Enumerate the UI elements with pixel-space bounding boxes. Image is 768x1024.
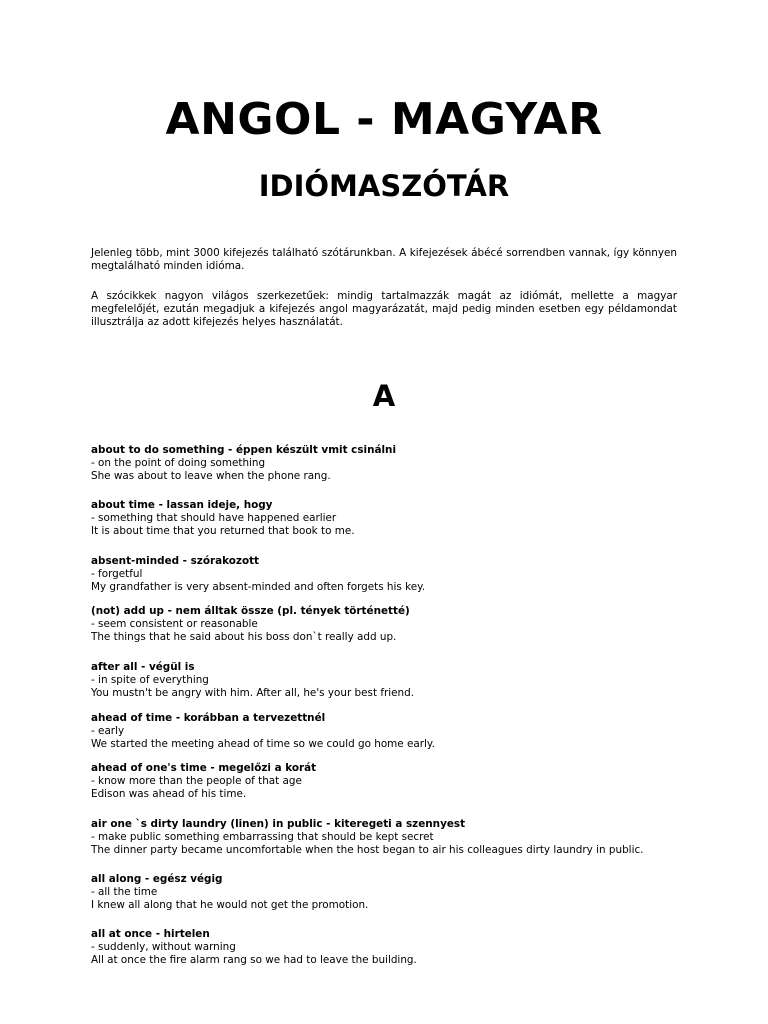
entry-definition: - suddenly, without warning [91, 940, 236, 953]
entry-headword: about to do something - éppen készült vmit csinálni [91, 444, 397, 456]
dictionary-entry [91, 712, 691, 750]
entry-example: The things that he said about his boss don`t really add up. [91, 630, 397, 643]
entry-definition: - forgetful [91, 567, 143, 580]
dictionary-entry [91, 762, 691, 800]
dictionary-entry [91, 661, 691, 699]
dictionary-entry [91, 605, 691, 643]
entry-example: All at once the fire alarm rang so we had to leave the building. [91, 953, 417, 966]
dictionary-entry [91, 873, 691, 911]
entry-definition: - know more than the people of that age [91, 774, 302, 787]
entry-example: We started the meeting ahead of time so we could go home early. [91, 737, 435, 750]
dictionary-entry [91, 444, 691, 482]
entry-example: It is about time that you returned that book to me. [91, 524, 355, 537]
entry-definition: - in spite of everything [91, 673, 209, 686]
intro-paragraph: A szócikkek nagyon világos szerkezetűek: mindig tartalmazzák magát az idiómát, mellette a magyar megfelelőjét, ezután megadjuk a kifejezés angol magyarázatát, majd pedig minden esetben egy példamondat illusztrálja az adott kifejezés helyes használatát. [91, 290, 677, 328]
entry-headword: about time - lassan ideje, hogy [91, 499, 273, 511]
entry-definition: - all the time [91, 885, 158, 898]
page-title: ANGOL - MAGYAR [165, 94, 603, 145]
dictionary-entry [91, 499, 691, 537]
entry-example: My grandfather is very absent-minded and often forgets his key. [91, 580, 426, 593]
entry-headword: absent-minded - szórakozott [91, 555, 260, 567]
entry-example: She was about to leave when the phone rang. [91, 469, 331, 482]
entry-headword: (not) add up - nem álltak össze (pl. tények történetté) [91, 605, 410, 617]
entry-definition: - early [91, 724, 125, 737]
dictionary-entry [91, 928, 691, 966]
page-subtitle: IDIÓMASZÓTÁR [258, 169, 510, 203]
entry-headword: after all - végül is [91, 661, 195, 673]
dictionary-entry [91, 555, 691, 593]
entry-example: Edison was ahead of his time. [91, 787, 247, 800]
entry-example: You mustn't be angry with him. After all, he's your best friend. [91, 686, 415, 699]
entry-definition: - make public something embarrassing that should be kept secret [91, 830, 434, 843]
intro-paragraph: Jelenleg több, mint 3000 kifejezés található szótárunkban. A kifejezések ábécé sorrendben vannak, így könnyen megtalálható minden idióma. [91, 247, 677, 272]
entry-example: The dinner party became uncomfortable when the host began to air his colleagues dirty laundry in public. [91, 843, 644, 856]
entry-definition: - something that should have happened earlier [91, 511, 337, 524]
entry-headword: all along - egész végig [91, 873, 223, 885]
entry-headword: ahead of one's time - megelőzi a korát [91, 762, 317, 774]
entry-headword: air one `s dirty laundry (linen) in public - kiteregeti a szennyest [91, 818, 466, 830]
entry-headword: ahead of time - korábban a tervezettnél [91, 712, 326, 724]
entry-definition: - on the point of doing something [91, 456, 266, 469]
dictionary-entry [91, 818, 691, 856]
entry-headword: all at once - hirtelen [91, 928, 210, 940]
entry-definition: - seem consistent or reasonable [91, 617, 258, 630]
entry-example: I knew all along that he would not get the promotion. [91, 898, 369, 911]
section-letter-heading: A [372, 379, 396, 413]
